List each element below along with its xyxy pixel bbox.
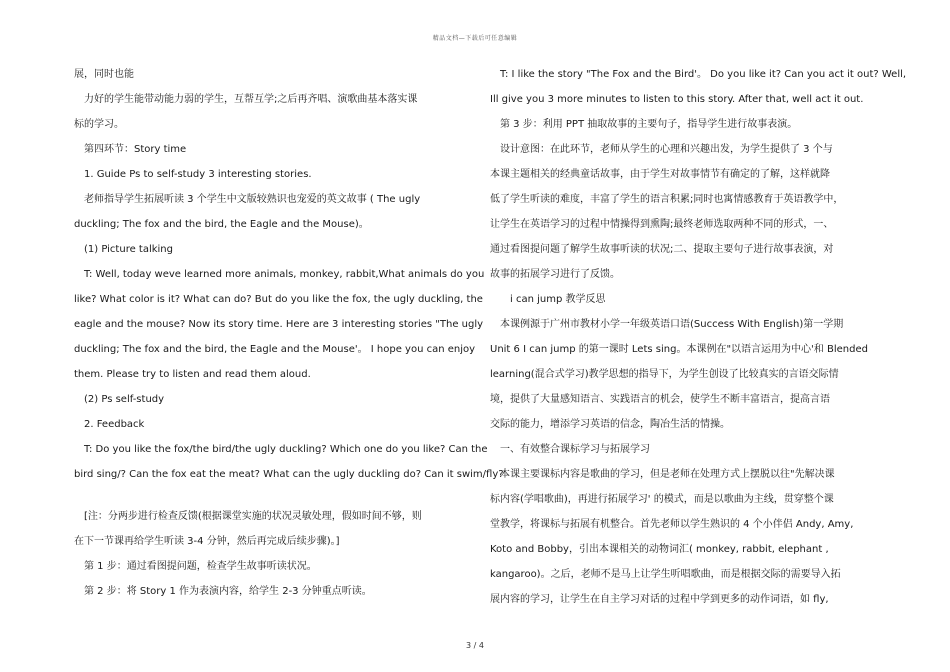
text-line: eagle and the mouse? Now its story time. Here are 3 interesting stories "The ugly: [74, 319, 484, 330]
text-line: 堂教学，将课标与拓展有机整合。首先老师以学生熟识的 4 个小伴侣 Andy, Amy,: [490, 519, 854, 530]
text-line: 第 2 步：将 Story 1 作为表演内容，给学生 2-3 分钟重点听读。: [74, 586, 372, 597]
text-line: 低了学生听读的难度，丰富了学生的语言积累;同时也寓情感教育于英语教学中，: [490, 194, 844, 205]
text-line: 境，提供了大量感知语言、实践语言的机会，使学生不断丰富语言，提高言语: [490, 394, 830, 405]
text-line: 展，同时也能: [74, 69, 134, 80]
text-line: i can jump 教学反思: [490, 294, 606, 305]
text-line: 一、有效整合课标学习与拓展学习: [490, 444, 650, 455]
text-line: Unit 6 I can jump 的第一课时 Lets sing。本课例在"以语言运用为中心'和 Blended: [490, 344, 868, 355]
text-line: 本课主要课标内容是歌曲的学习，但是老师在处理方式上摆脱以往"先解决课: [490, 469, 835, 480]
text-line: them. Please try to listen and read them aloud.: [74, 369, 311, 380]
text-line: (2) Ps self-study: [74, 394, 165, 405]
text-line: 第 1 步：通过看图提问题，检查学生故事听读状况。: [74, 561, 317, 572]
text-line: 1. Guide Ps to self-study 3 interesting stories.: [74, 169, 312, 180]
text-line: 力好的学生能带动能力弱的学生，互帮互学;之后再齐唱、演歌曲基本落实课: [74, 94, 418, 105]
text-line: duckling; The fox and the bird, the Eagle and the Mouse'。 I hope you can enjoy: [74, 344, 476, 355]
page-header: 精品文档—下载后可任意编辑: [432, 35, 518, 42]
text-line: (1) Picture talking: [74, 244, 173, 255]
text-line: 交际的能力，增添学习英语的信念，陶冶生活的情操。: [490, 419, 730, 430]
text-line: Ill give you 3 more minutes to listen to this story. After that, well act it out.: [490, 94, 864, 105]
text-line: kangaroo)。之后，老师不是马上让学生听唱歌曲，而是根据交际的需要导入拓: [490, 569, 841, 580]
text-line: bird sing/? Can the fox eat the meat? What can the ugly duckling do? Can it swim/fly?: [74, 469, 504, 480]
text-line: T: Well, today weve learned more animals, monkey, rabbit,What animals do you: [74, 269, 485, 280]
text-line: 第四环节：Story time: [74, 144, 187, 155]
text-line: [注：分两步进行检查反馈(根据课堂实施的状况灵敏处理，假如时间不够，则: [74, 511, 422, 522]
text-line: T: Do you like the fox/the bird/the ugly duckling? Which one do you like? Can the: [74, 444, 488, 455]
text-line: 本课主题相关的经典童话故事，由于学生对故事情节有确定的了解，这样就降: [490, 169, 830, 180]
text-line: 设计意图：在此环节，老师从学生的心理和兴趣出发，为学生提供了 3 个与: [490, 144, 833, 155]
text-line: 标内容(学唱歌曲)，再进行拓展学习' 的模式，而是以歌曲为主线，贯穿整个课: [490, 494, 834, 505]
text-line: Koto and Bobby，引出本课相关的动物词汇( monkey, rabbit, elephant ,: [490, 544, 829, 555]
text-line: like? What color is it? What can do? But do you like the fox, the ugly duckling, the: [74, 294, 483, 305]
text-line: duckling; The fox and the bird, the Eagle and the Mouse)。: [74, 219, 369, 230]
text-line: 故事的拓展学习进行了反馈。: [490, 269, 620, 280]
text-line: 展内容的学习，让学生在自主学习对话的过程中学到更多的动作词语，如 fly,: [490, 594, 829, 605]
text-line: 通过看图提问题了解学生故事听读的状况;二、提取主要句子进行故事表演，对: [490, 244, 834, 255]
text-line: 标的学习。: [74, 119, 124, 130]
text-line: 老师指导学生拓展听读 3 个学生中文版较熟识也宠爱的英文故事 ( The ugly: [74, 194, 421, 205]
text-line: 本课例源于广州市教材小学一年级英语口语(Success With English)第一学期: [490, 319, 844, 330]
page-number: 3 / 4: [466, 641, 484, 650]
right-column: [490, 62, 907, 612]
text-line: 在下一节课再给学生听读 3-4 分钟，然后再完成后续步骤)。]: [74, 536, 340, 547]
text-line: T: I like the story "The Fox and the Bird'。 Do you like it? Can you act it out? Well,: [490, 69, 907, 80]
text-line: 第 3 步：利用 PPT 抽取故事的主要句子，指导学生进行故事表演。: [490, 119, 798, 130]
left-column: [74, 62, 504, 604]
text-line: 让学生在英语学习的过程中情操得到熏陶;最终老师选取两种不同的形式，一、: [490, 219, 834, 230]
text-line: learning(混合式学习)教学思想的指导下，为学生创设了比较真实的言语交际情: [490, 369, 839, 380]
text-line: 2. Feedback: [74, 419, 145, 430]
